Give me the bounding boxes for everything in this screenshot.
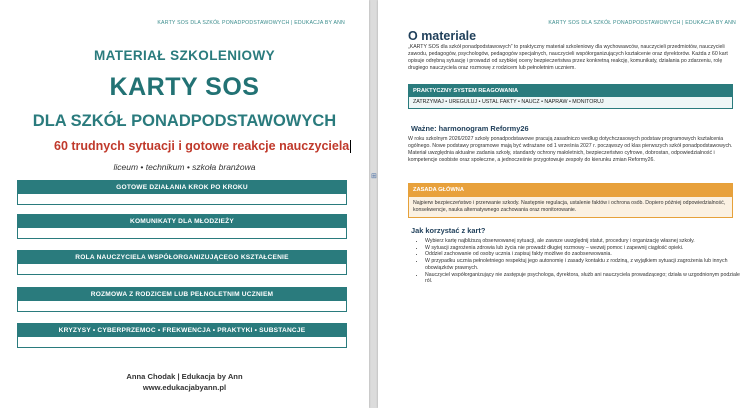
main-rule-text: Najpierw bezpieczeństwo i przerwanie szkody. Następnie regulacja, ustalenie faktów i ochrona osób. Dopiero później odpowiedzialność, konsekwencje, nauka alternatywnego zachowania oraz monitorowanie. — [409, 197, 732, 217]
text-cursor — [350, 140, 351, 153]
usage-heading: Jak korzystać z kart? — [411, 226, 486, 235]
main-rule-title: ZASADA GŁÓWNA — [409, 184, 732, 197]
school-types: liceum • technikum • szkoła branżowa — [113, 162, 256, 172]
cover-title: KARTY SOS — [109, 73, 260, 101]
main-rule-box — [408, 183, 733, 218]
list-item: • W przypadku ucznia pełnoletniego respektuj jego autonomię i zasady kontaktu z rodziną, z wyjątkiem sytuacji zagrożenia lub innych obowiązków prawnych. — [425, 258, 741, 271]
cover-tagline[interactable] — [54, 139, 351, 153]
section-box — [17, 323, 347, 348]
response-system-steps: ZATRZYMAJ • UREGULUJ • USTAL FAKTY • NAUCZ • NAPRAW • MONITORUJ — [409, 97, 732, 108]
tagline-text: 60 trudnych sytuacji i gotowe reakcje nauczyciela — [54, 139, 350, 153]
about-page — [378, 0, 750, 408]
important-heading: Ważne: harmonogram Reformy26 — [411, 124, 529, 133]
response-system-box — [408, 84, 733, 109]
section-box — [17, 250, 347, 275]
list-item: • Nauczyciel współorganizujący nie zastępuje psychologa, dyrektora, służb ani nauczyciela prowadzącego; działa w uzgodnionym podziale ról. — [425, 272, 741, 285]
cover-page — [0, 0, 369, 408]
section-box — [17, 287, 347, 312]
section-heading: KRYZYSY • CYBERPRZEMOC • FREKWENCJA • PRAKTYKI • SUBSTANCJE — [18, 324, 346, 337]
important-text: W roku szkolnym 2026/2027 szkoły ponadpodstawowe pracują zasadniczo według dotychczasowych podstaw programowych kształcenia ogólnego. Nowe podstawy programowe mają być wdrażane od 1 września 2027 r. począwszy od klas pierwszych szkół ponadpodstawowych. Materiał uwzględnia aktualne zadania szkoły, standardy ochrony małoletnich, bezpieczeństwo cyfrowe, dobrostan, odpowiedzialność i kompetencje osobiste oraz społeczne, a jednocześnie przygotowuje zespoły do kierunku zmian Reformy26. — [408, 136, 733, 164]
about-intro: „KARTY SOS dla szkół ponadpodstawowych” to praktyczny materiał szkoleniowy dla wychowawców, nauczycieli przedmiotów, nauczycieli zawodu, pedagogów, psychologów, pedagogów specjalnych, nauczycieli współorganizujących kształcenie oraz dyrektorów. Każda z 60 kart opisuje odrębną sytuację i prowadzi od szybkiej oceny bezpieczeństwa przez konkretną reakcję, komunikaty, działania po zdarzeniu, rolę drugiego nauczyciela oraz rozmowę z rodzicem lub pełnoletnim uczniem. — [408, 44, 728, 72]
material-label: MATERIAŁ SZKOLENIOWY — [94, 48, 275, 63]
section-box — [17, 214, 347, 239]
section-heading: ROLA NAUCZYCIELA WSPÓŁORGANIZUJĄCEGO KSZTAŁCENIE — [18, 251, 346, 264]
website-link[interactable]: www.edukacjabyann.pl — [142, 383, 227, 392]
running-header: KARTY SOS DLA SZKÓŁ PONADPODSTAWOWYCH | EDUKACJA BY ANN — [548, 20, 736, 26]
list-item: • Oddziel zachowanie od osoby ucznia i zapisuj fakty możliwe do zaobserwowania. — [425, 251, 741, 258]
about-heading: O materiale — [408, 29, 477, 43]
section-heading: GOTOWE DZIAŁANIA KROK PO KROKU — [18, 181, 346, 194]
usage-list — [416, 238, 741, 285]
section-heading: KOMUNIKATY DLA MŁODZIEŻY — [18, 215, 346, 228]
section-heading: ROZMOWA Z RODZICEM LUB PEŁNOLETNIM UCZNIEM — [18, 288, 346, 301]
list-item: • W sytuacji zagrożenia zdrowia lub życia nie prowadź długiej rozmowy – wezwij pomoc i zapewnij ciągłość opieki. — [425, 245, 741, 252]
author-line: Anna Chodak | Edukacja by Ann — [126, 372, 243, 381]
cover-subtitle: DLA SZKÓŁ PONADPODSTAWOWYCH — [32, 112, 337, 130]
running-header: KARTY SOS DLA SZKÓŁ PONADPODSTAWOWYCH | EDUKACJA BY ANN — [157, 20, 345, 26]
response-system-title: PRAKTYCZNY SYSTEM REAGOWANIA — [409, 85, 732, 97]
table-move-handle-icon[interactable]: ⊞ — [371, 173, 377, 180]
list-item: • Wybierz kartę najbliższą obserwowanej sytuacji, ale zawsze uwzględnij statut, procedury i organizację własnej szkoły. — [425, 238, 741, 245]
section-box — [17, 180, 347, 205]
